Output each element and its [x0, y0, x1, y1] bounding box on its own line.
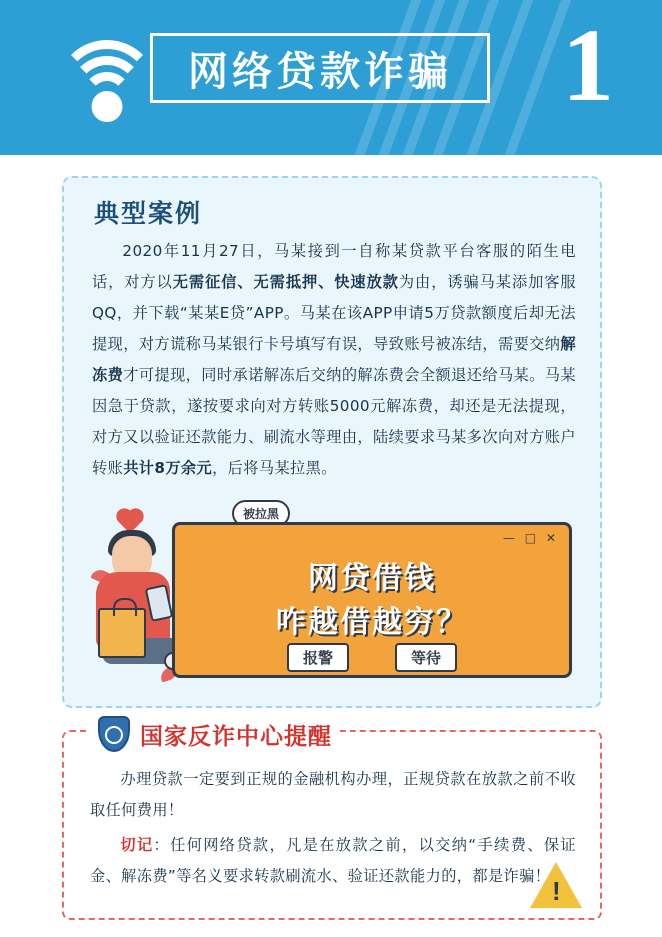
tip-paragraph-1: 办理贷款一定要到正规的金融机构办理，正规贷款在放款之前不收取任何费用！ [90, 770, 576, 819]
page-header [0, 0, 662, 155]
tip-title: 国家反诈中心提醒 [140, 723, 332, 750]
anti-fraud-tip-box [62, 723, 602, 920]
illustration-window [172, 522, 572, 678]
shopping-bag-icon [98, 608, 146, 658]
case-illustration [86, 500, 582, 696]
case-paragraph: 2020年11月27日，马某接到一自称某贷款平台客服的陌生电话，对方以无需征信、无需抵押、快速放款为由，诱骗马某添加客服QQ，并下载“某某E贷”APP。马某在该APP申请5万贷款额度后却无法提现，对方谎称马某银行卡号填写有误，导致账号被冻结，需要交纳解冻费才可提现，同时承诺解冻后交纳的解冻费会全额退还给马某。马某因急于贷款，遂按要求向对方转账5000元解冻费，却还是无法提现，对方又以验证还款能力、刷流水等理由，陆续要求马某多次向对方账户转账共计8万余元，后将马某拉黑。 [92, 242, 576, 477]
case-heading: 典型案例 [94, 199, 203, 228]
case-card [62, 176, 602, 708]
tip-paragraph-2-rest: ：任何网络贷款，凡是在放款之前，以交纳“手续费、保证金、解冻费”等名义要求转款刷流水、验证还款能力的，都是诈骗！ [90, 836, 576, 885]
tip-keyword: 切记 [120, 836, 154, 854]
alarm-button[interactable]: 报警 [287, 643, 349, 672]
window-controls: — □ ✕ [502, 531, 559, 545]
blocked-bubble: 被拉黑 [232, 500, 290, 527]
screen-line-1: 网贷借钱 [308, 561, 436, 596]
illustration-buttons [175, 643, 569, 672]
tip-body [90, 764, 576, 892]
page-title [150, 33, 490, 103]
shield-icon [98, 716, 130, 752]
section-number: 1 [562, 8, 614, 123]
tip-header [90, 716, 340, 752]
wait-button[interactable]: 等待 [395, 643, 457, 672]
tip-paragraph-2 [90, 830, 576, 892]
page-title-text: 网络贷款诈骗 [188, 48, 452, 95]
screen-line-2: 咋越借越穷？ [276, 605, 468, 640]
warning-triangle-icon [530, 862, 582, 908]
wifi-icon [62, 34, 152, 124]
